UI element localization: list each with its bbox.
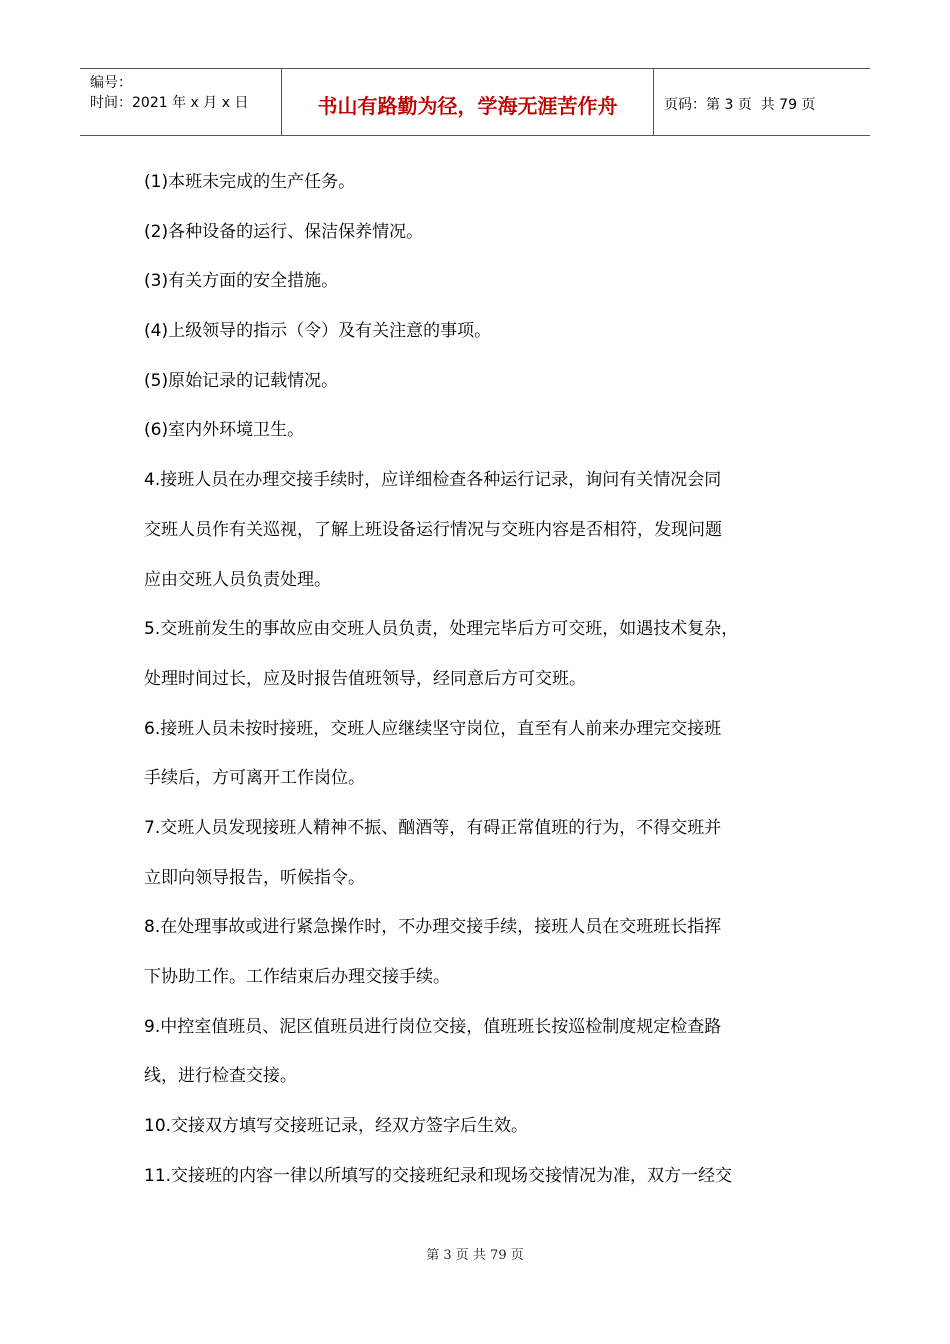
text-line: 4.接班人员在办理交接手续时，应详细检查各种运行记录，询问有关情况会同 <box>144 470 722 491</box>
text-line: 立即向领导报告，听候指令。 <box>144 867 365 888</box>
text-line: (6)室内外环境卫生。 <box>144 420 305 441</box>
text-line: (5)原始记录的记载情况。 <box>144 370 339 391</box>
text-line: (3)有关方面的安全措施。 <box>144 271 339 292</box>
text-line: 10.交接双方填写交接班记录，经双方签字后生效。 <box>144 1116 529 1137</box>
text-line: 处理时间过长，应及时报告值班领导，经同意后方可交班。 <box>144 668 586 689</box>
page-header <box>80 68 870 136</box>
text-line: 7.交班人员发现接班人精神不振、酗酒等，有碍正常值班的行为，不得交班并 <box>144 817 722 838</box>
text-line: 下协助工作。工作结束后办理交接手续。 <box>144 967 450 987</box>
text-line: 11.交接班的内容一律以所填写的交接班纪录和现场交接情况为准，双方一经交 <box>144 1165 733 1186</box>
document-body <box>144 158 824 1201</box>
text-line: 6.接班人员未按时接班，交班人应继续坚守岗位，直至有人前来办理完交接班 <box>144 718 722 739</box>
text-line: (4)上级领导的指示（令）及有关注意的事项。 <box>144 321 492 342</box>
header-motto: 书山有路勤为径，学海无涯苦作舟 <box>282 69 654 135</box>
text-line: 手续后，方可离开工作岗位。 <box>144 768 365 789</box>
doc-time-label: 时间：2021 年 x 月 x 日 <box>90 95 249 111</box>
header-meta <box>80 69 282 135</box>
text-line: 线，进行检查交接。 <box>144 1066 297 1087</box>
text-line: (2)各种设备的运行、保洁保养情况。 <box>144 221 424 242</box>
text-line: (1)本班未完成的生产任务。 <box>144 172 356 192</box>
text-line: 8.在处理事故或进行紧急操作时，不办理交接手续，接班人员在交班班长指挥 <box>144 917 722 938</box>
header-page-info <box>654 69 870 135</box>
text-line: 应由交班人员负责处理。 <box>144 569 331 590</box>
doc-number-label: 编号： <box>90 75 132 91</box>
text-line: 9.中控室值班员、泥区值班员进行岗位交接，值班班长按巡检制度规定检查路 <box>144 1016 722 1037</box>
page-footer: 第 3 页 共 79 页 <box>426 1248 524 1263</box>
text-line: 5.交班前发生的事故应由交班人员负责，处理完毕后方可交班，如遇技术复杂， <box>144 619 739 640</box>
page-info-text: 页码：第 3 页 共 79 页 <box>664 97 816 113</box>
text-line: 交班人员作有关巡视，了解上班设备运行情况与交班内容是否相符，发现问题 <box>144 519 722 540</box>
